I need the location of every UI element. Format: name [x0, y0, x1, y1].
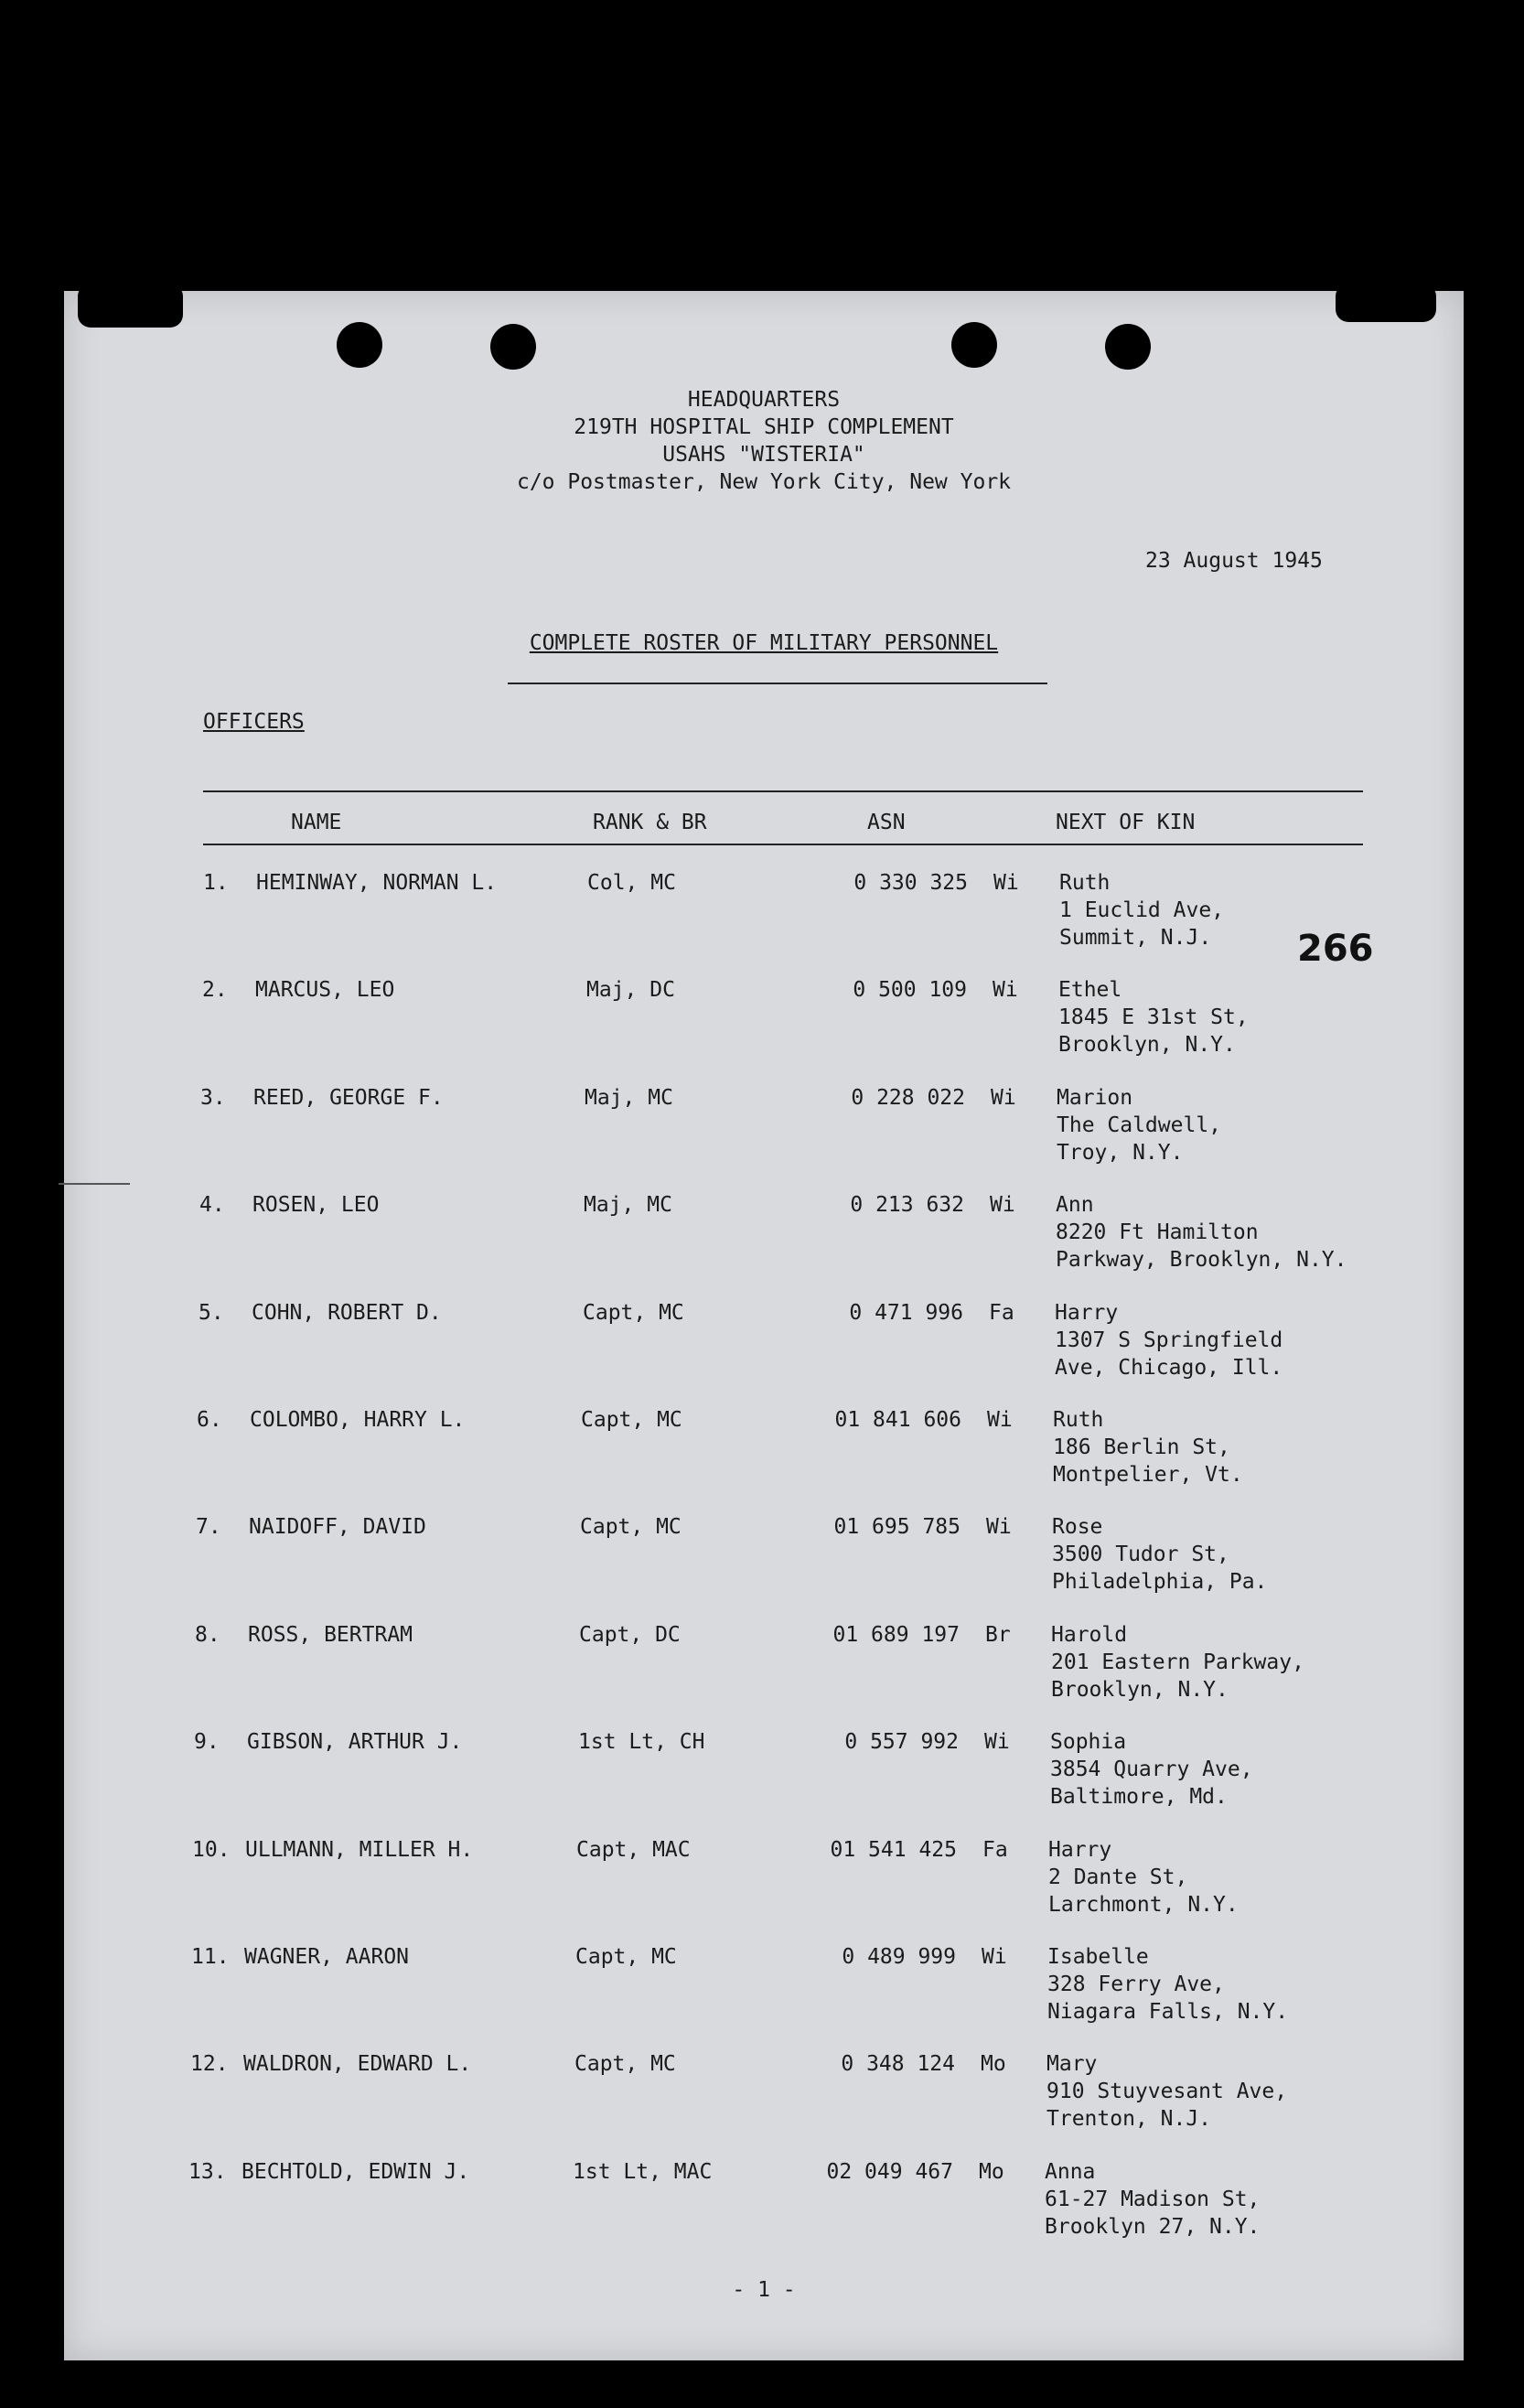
row-rank: Maj, DC — [586, 978, 675, 1002]
row-name: COHN, ROBERT D. — [252, 1301, 442, 1325]
row-next-of-kin-line-2: 2 Dante St, — [1048, 1865, 1188, 1889]
row-next-of-kin-line-1: Ruth — [1053, 1408, 1104, 1432]
binder-hole-3 — [951, 322, 997, 368]
table-row — [64, 976, 1464, 1077]
document-date: 23 August 1945 — [1145, 549, 1323, 573]
row-next-of-kin-line-2: 1845 E 31st St, — [1058, 1005, 1249, 1029]
row-next-of-kin-line-3: Philadelphia, Pa. — [1052, 1570, 1268, 1594]
row-next-of-kin-line-3: Troy, N.Y. — [1057, 1141, 1184, 1165]
row-name: COLOMBO, HARRY L. — [250, 1408, 466, 1432]
row-relation: Wi — [990, 1193, 1015, 1217]
row-rank: Capt, MC — [581, 1408, 682, 1432]
binder-hole-4 — [1105, 324, 1151, 370]
row-name: WALDRON, EDWARD L. — [243, 2052, 472, 2076]
table-row — [64, 1621, 1464, 1722]
row-next-of-kin-line-2: 3854 Quarry Ave, — [1050, 1758, 1253, 1781]
row-next-of-kin-line-1: Anna — [1045, 2160, 1096, 2184]
row-relation: Wi — [982, 1945, 1007, 1969]
row-next-of-kin-line-2: 201 Eastern Parkway, — [1051, 1650, 1304, 1674]
row-relation: Fa — [982, 1838, 1008, 1862]
row-next-of-kin-line-3: Montpelier, Vt. — [1053, 1463, 1243, 1487]
section-heading: OFFICERS — [203, 710, 305, 734]
table-row — [64, 1299, 1464, 1400]
row-asn: 0 471 996 — [849, 1301, 963, 1325]
row-next-of-kin-line-2: 1 Euclid Ave, — [1059, 898, 1225, 922]
row-next-of-kin-line-3: Brooklyn 27, N.Y. — [1045, 2215, 1261, 2239]
row-next-of-kin-line-1: Harold — [1051, 1623, 1128, 1647]
row-number: 11. — [191, 1945, 230, 1969]
table-top-rule — [203, 790, 1363, 792]
row-next-of-kin-line-1: Isabelle — [1047, 1945, 1149, 1969]
row-name: GIBSON, ARTHUR J. — [247, 1730, 463, 1754]
row-next-of-kin-line-3: Ave, Chicago, Ill. — [1055, 1356, 1283, 1380]
row-relation: Br — [985, 1623, 1011, 1647]
row-asn: 0 228 022 — [851, 1086, 965, 1110]
row-next-of-kin-line-2: 61-27 Madison St, — [1045, 2188, 1261, 2211]
document-page — [64, 291, 1464, 2360]
row-asn: 01 841 606 — [834, 1408, 961, 1432]
row-relation: Wi — [993, 978, 1018, 1002]
row-relation: Wi — [991, 1086, 1016, 1110]
row-asn: 0 213 632 — [850, 1193, 964, 1217]
row-rank: Capt, MAC — [576, 1838, 691, 1862]
table-row — [64, 1406, 1464, 1507]
row-next-of-kin-line-3: Brooklyn, N.Y. — [1058, 1033, 1236, 1057]
row-relation: Wi — [993, 871, 1019, 895]
row-asn: 0 500 109 — [853, 978, 967, 1002]
row-name: ULLMANN, MILLER H. — [245, 1838, 474, 1862]
table-row — [64, 1943, 1464, 2044]
row-number: 10. — [192, 1838, 231, 1862]
row-asn: 02 049 467 — [826, 2160, 953, 2184]
row-number: 8. — [195, 1623, 220, 1647]
row-rank: Capt, MC — [575, 1945, 677, 1969]
table-row — [64, 1728, 1464, 1829]
table-row — [64, 1191, 1464, 1292]
row-next-of-kin-line-2: The Caldwell, — [1057, 1113, 1222, 1137]
row-number: 7. — [196, 1515, 221, 1539]
torn-edge-right — [1336, 284, 1436, 322]
row-next-of-kin-line-2: 910 Stuyvesant Ave, — [1046, 2080, 1288, 2103]
row-number: 9. — [194, 1730, 220, 1754]
row-next-of-kin-line-1: Harry — [1055, 1301, 1119, 1325]
page-number: - 1 - — [732, 2278, 796, 2302]
row-next-of-kin-line-1: Rose — [1052, 1515, 1103, 1539]
row-asn: 0 489 999 — [842, 1945, 956, 1969]
row-number: 4. — [199, 1193, 225, 1217]
row-next-of-kin-line-3: Brooklyn, N.Y. — [1051, 1678, 1229, 1702]
row-next-of-kin-line-3: Parkway, Brooklyn, N.Y. — [1056, 1248, 1347, 1272]
column-header-name: NAME — [291, 811, 342, 834]
table-row — [64, 2050, 1464, 2151]
table-row — [64, 1836, 1464, 1937]
row-next-of-kin-line-3: Summit, N.J. — [1059, 926, 1212, 950]
row-name: HEMINWAY, NORMAN L. — [256, 871, 498, 895]
row-number: 6. — [197, 1408, 222, 1432]
binder-hole-1 — [337, 322, 382, 368]
row-next-of-kin-line-1: Ethel — [1058, 978, 1122, 1002]
row-asn: 01 695 785 — [833, 1515, 961, 1539]
row-relation: Wi — [984, 1730, 1010, 1754]
row-next-of-kin-line-3: Niagara Falls, N.Y. — [1047, 2000, 1289, 2024]
row-name: ROSEN, LEO — [252, 1193, 380, 1217]
row-name: MARCUS, LEO — [255, 978, 395, 1002]
row-next-of-kin-line-2: 1307 S Springfield — [1055, 1328, 1283, 1352]
row-next-of-kin-line-1: Mary — [1046, 2052, 1098, 2076]
row-relation: Wi — [986, 1515, 1012, 1539]
row-number: 5. — [199, 1301, 224, 1325]
row-name: WAGNER, AARON — [244, 1945, 410, 1969]
row-asn: 0 348 124 — [841, 2052, 955, 2076]
row-next-of-kin-line-1: Ann — [1056, 1193, 1094, 1217]
column-header-kin: NEXT OF KIN — [1056, 811, 1196, 834]
document-title: COMPLETE ROSTER OF MILITARY PERSONNEL — [529, 631, 999, 655]
table-row — [64, 1513, 1464, 1614]
column-header-rank: RANK & BR — [593, 811, 707, 834]
column-header-asn: ASN — [867, 811, 906, 834]
row-number: 2. — [202, 978, 228, 1002]
torn-edge-left — [78, 284, 183, 328]
row-name: NAIDOFF, DAVID — [249, 1515, 426, 1539]
row-rank: Capt, MC — [583, 1301, 684, 1325]
row-rank: Capt, MC — [580, 1515, 682, 1539]
page-stamp-number: 266 — [1297, 928, 1374, 970]
row-rank: Maj, MC — [585, 1086, 673, 1110]
row-next-of-kin-line-2: 8220 Ft Hamilton — [1056, 1220, 1259, 1244]
row-name: BECHTOLD, EDWIN J. — [241, 2160, 470, 2184]
row-rank: Capt, MC — [574, 2052, 676, 2076]
row-next-of-kin-line-1: Sophia — [1050, 1730, 1127, 1754]
row-number: 3. — [200, 1086, 226, 1110]
row-number: 13. — [188, 2160, 227, 2184]
row-relation: Wi — [987, 1408, 1013, 1432]
row-next-of-kin-line-2: 186 Berlin St, — [1053, 1435, 1230, 1459]
table-row — [64, 2158, 1464, 2259]
row-relation: Fa — [989, 1301, 1014, 1325]
row-asn: 0 557 992 — [844, 1730, 959, 1754]
row-rank: Maj, MC — [584, 1193, 672, 1217]
row-name: REED, GEORGE F. — [253, 1086, 444, 1110]
row-number: 1. — [203, 871, 229, 895]
header-line-4: c/o Postmaster, New York City, New York — [516, 470, 1012, 494]
row-next-of-kin-line-1: Marion — [1057, 1086, 1133, 1110]
table-row — [64, 1084, 1464, 1185]
row-relation: Mo — [981, 2052, 1006, 2076]
row-next-of-kin-line-1: Harry — [1048, 1838, 1112, 1862]
row-next-of-kin-line-1: Ruth — [1059, 871, 1111, 895]
row-relation: Mo — [979, 2160, 1004, 2184]
binder-hole-2 — [490, 324, 536, 370]
header-line-1: HEADQUARTERS — [687, 388, 841, 412]
row-rank: 1st Lt, CH — [578, 1730, 705, 1754]
row-name: ROSS, BERTRAM — [248, 1623, 413, 1647]
header-line-2: 219TH HOSPITAL SHIP COMPLEMENT — [574, 415, 954, 439]
row-asn: 0 330 325 — [853, 871, 968, 895]
row-asn: 01 689 197 — [832, 1623, 960, 1647]
row-next-of-kin-line-2: 3500 Tudor St, — [1052, 1543, 1229, 1566]
row-next-of-kin-line-3: Larchmont, N.Y. — [1048, 1893, 1239, 1917]
row-next-of-kin-line-3: Baltimore, Md. — [1050, 1785, 1228, 1809]
row-next-of-kin-line-3: Trenton, N.J. — [1046, 2107, 1212, 2131]
row-asn: 01 541 425 — [830, 1838, 957, 1862]
title-rule — [508, 683, 1047, 684]
header-line-3: USAHS "WISTERIA" — [662, 443, 865, 467]
row-rank: Col, MC — [587, 871, 676, 895]
table-row — [64, 869, 1464, 970]
table-header-rule — [203, 844, 1363, 845]
row-number: 12. — [190, 2052, 229, 2076]
row-next-of-kin-line-2: 328 Ferry Ave, — [1047, 1973, 1225, 1996]
row-rank: Capt, DC — [579, 1623, 681, 1647]
row-rank: 1st Lt, MAC — [573, 2160, 713, 2184]
